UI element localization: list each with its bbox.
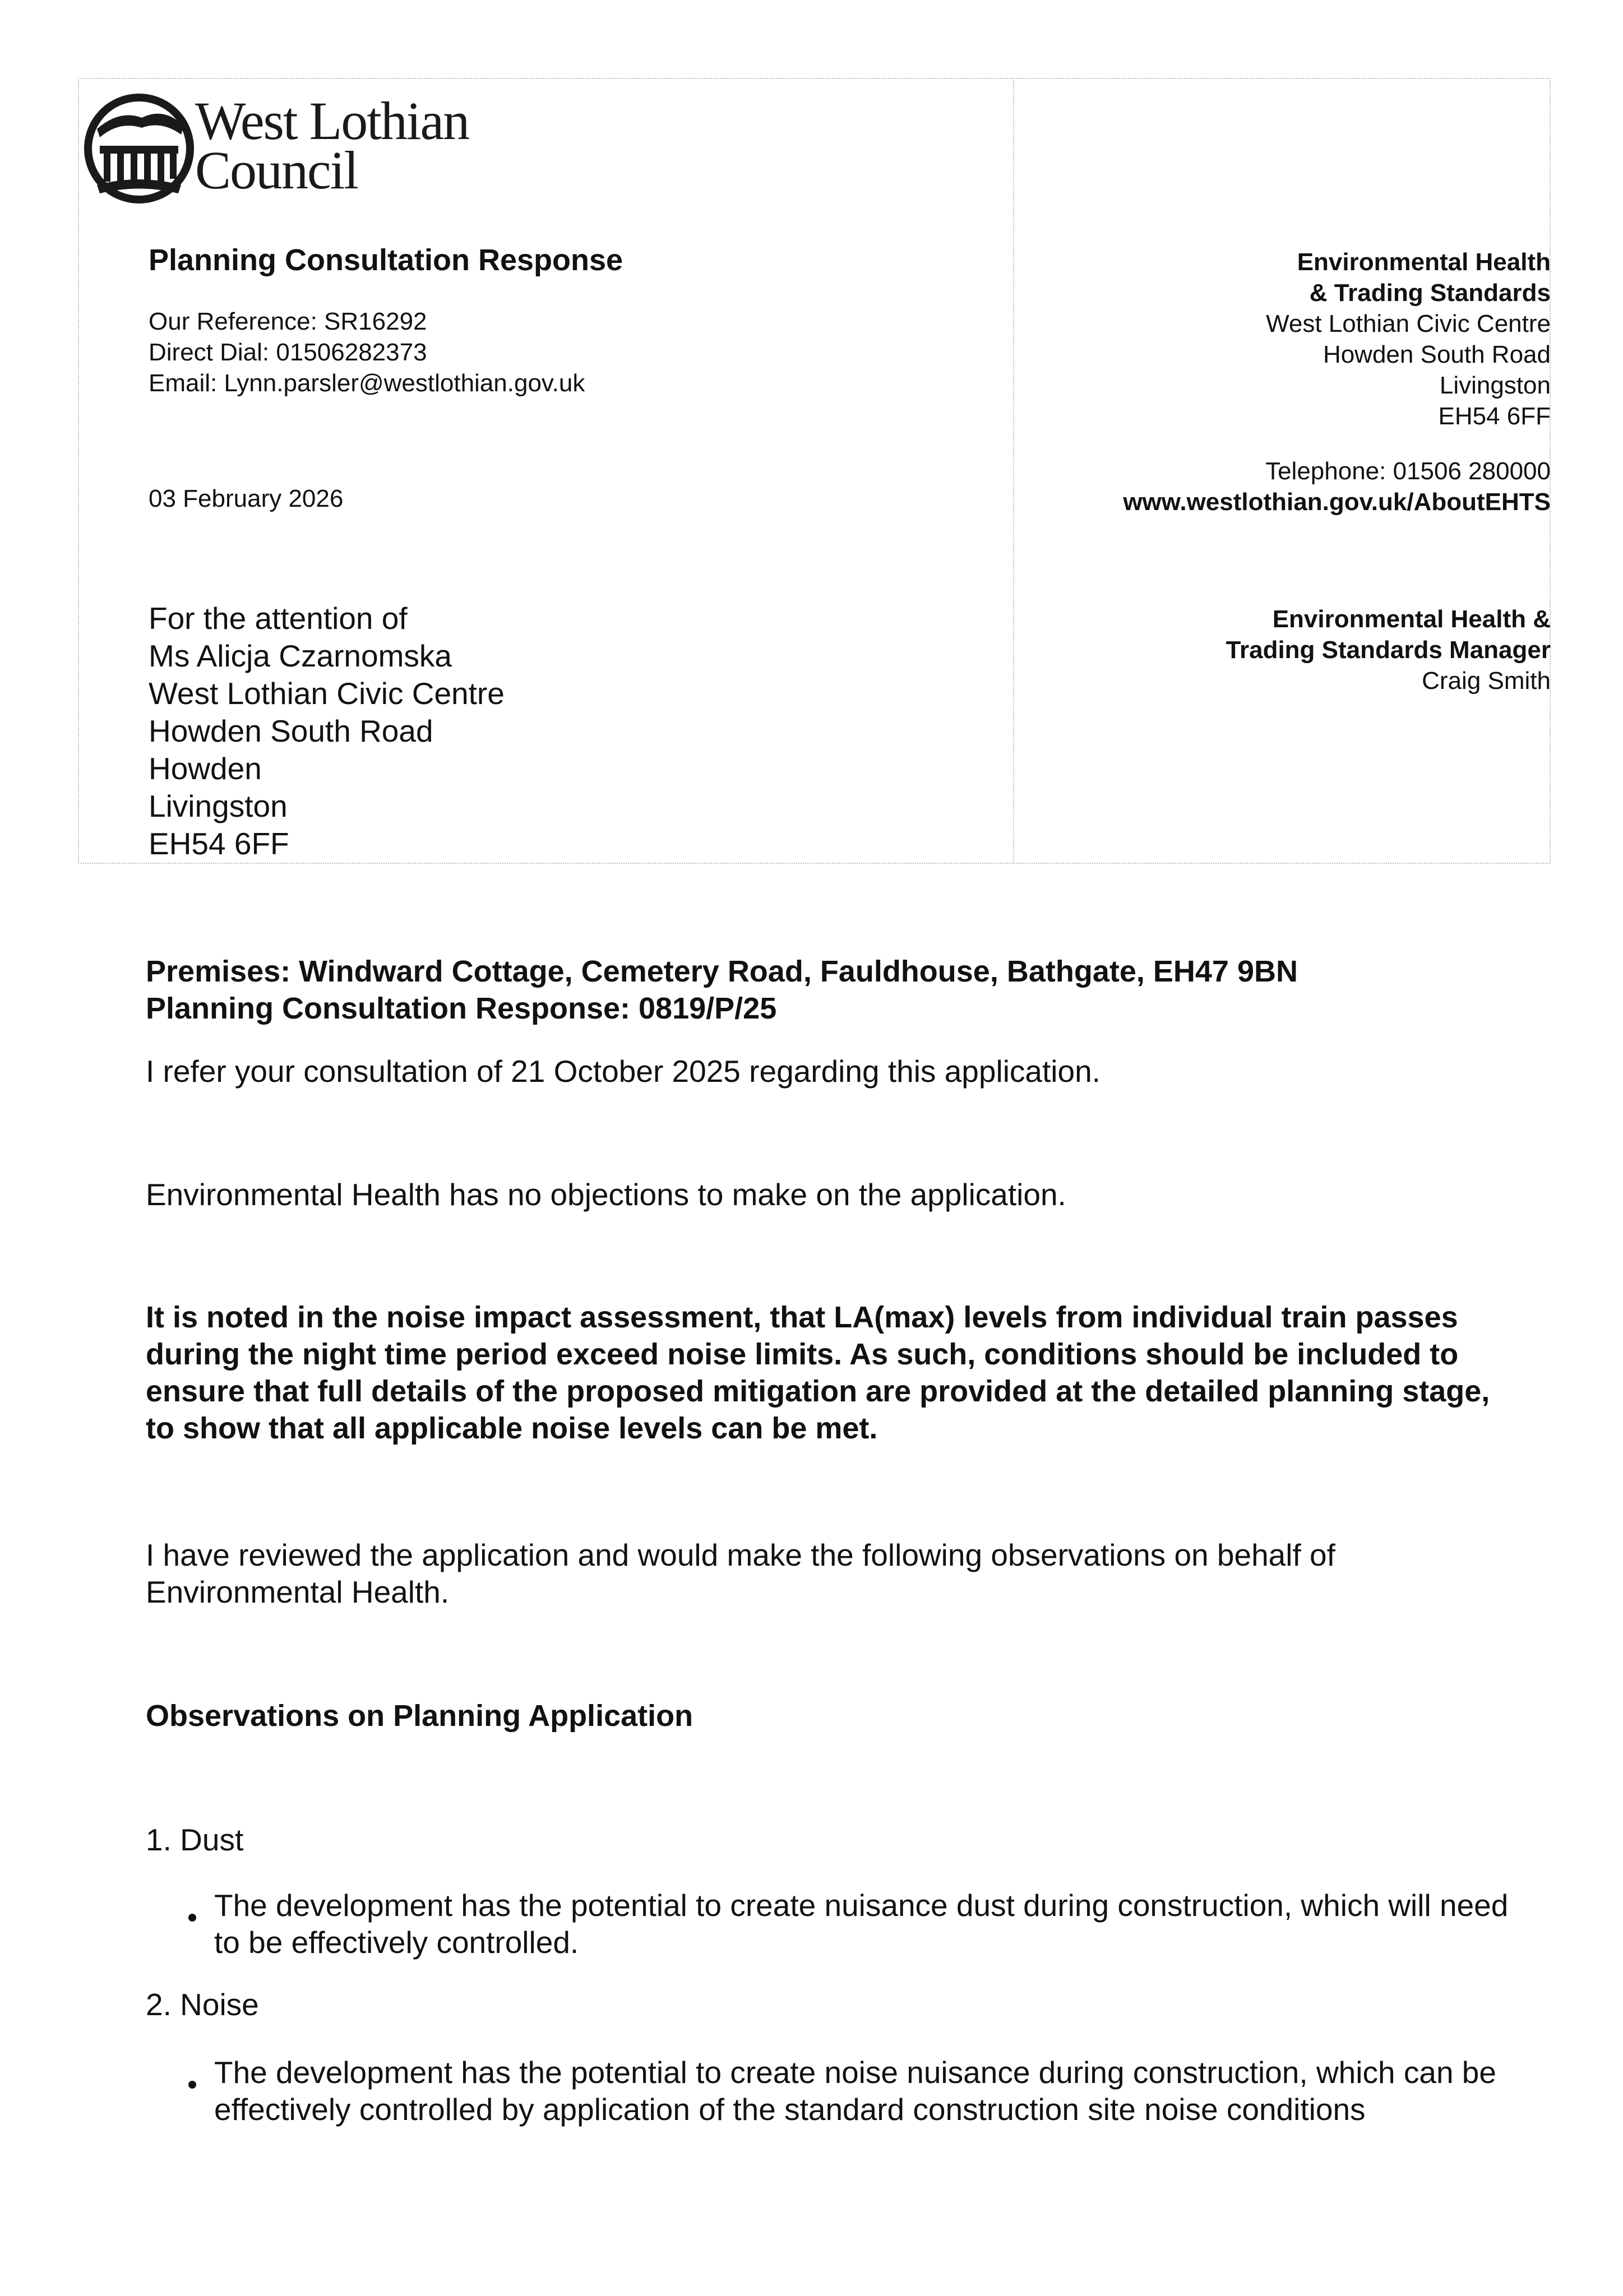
department-line-2: & Trading Standards (1309, 279, 1551, 307)
noise-note-paragraph (146, 1299, 1490, 1447)
list-item-line: The development has the potential to create noise nuisance during construction, which can be (214, 2055, 1496, 2090)
list-item-dust-text (214, 1887, 1508, 1961)
reviewed-line: I have reviewed the application and would make the following observations on behalf of (146, 1538, 1335, 1572)
bridge-emblem-icon (80, 90, 198, 207)
attention-line: EH54 6FF (149, 826, 289, 861)
department-block (1266, 247, 1551, 432)
manager-block (1226, 604, 1551, 696)
address-line: EH54 6FF (1438, 402, 1551, 430)
council-logo-text (195, 91, 469, 200)
contact-block (1123, 456, 1551, 517)
manager-title-line-1: Environmental Health & (1272, 605, 1551, 633)
address-line: West Lothian Civic Centre (1266, 310, 1551, 337)
our-reference: Our Reference: SR16292 (149, 308, 427, 335)
no-objection-paragraph: Environmental Health has no objections to make on the application. (146, 1177, 1066, 1212)
letter-date: 03 February 2026 (149, 485, 344, 512)
list-item-dust-label: 1. Dust (146, 1822, 244, 1857)
reviewed-paragraph (146, 1536, 1335, 1610)
premises-line: Premises: Windward Cottage, Cemetery Road, Fauldhouse, Bathgate, EH47 9BN (146, 955, 1298, 988)
email-address: Email: Lynn.parsler@westlothian.gov.uk (149, 369, 585, 397)
letterhead-divider (1013, 78, 1014, 864)
reviewed-line: Environmental Health. (146, 1575, 450, 1609)
council-logo (80, 90, 517, 213)
address-line: Howden South Road (1323, 341, 1551, 368)
website-link[interactable]: www.westlothian.gov.uk/AboutEHTS (1123, 488, 1551, 516)
address-line: Livingston (1439, 372, 1551, 399)
direct-dial: Direct Dial: 01506282373 (149, 339, 427, 366)
noise-note-line: ensure that full details of the proposed mitigation are provided at the detailed planning stage, (146, 1374, 1490, 1408)
bullet-icon (188, 1914, 196, 1922)
attention-line: West Lothian Civic Centre (149, 676, 505, 711)
department-line-1: Environmental Health (1297, 248, 1551, 276)
document-title: Planning Consultation Response (149, 243, 623, 277)
list-item-line: to be effectively controlled. (214, 1925, 579, 1960)
list-item-noise-text (214, 2054, 1496, 2128)
list-item-noise-label: 2. Noise (146, 1987, 259, 2022)
manager-name: Craig Smith (1422, 667, 1551, 695)
noise-note-line: It is noted in the noise impact assessment, that LA(max) levels from individual train passes (146, 1300, 1458, 1334)
list-item-line: The development has the potential to create nuisance dust during construction, which will need (214, 1888, 1509, 1923)
noise-note-line: during the night time period exceed noise limits. As such, conditions should be included to (146, 1337, 1459, 1371)
attention-line: Ms Alicja Czarnomska (149, 638, 452, 673)
manager-title-line-2: Trading Standards Manager (1226, 636, 1551, 664)
attention-line: For the attention of (149, 601, 408, 636)
observations-heading: Observations on Planning Application (146, 1699, 693, 1733)
telephone: Telephone: 01506 280000 (1265, 457, 1551, 485)
response-reference: Planning Consultation Response: 0819/P/25 (146, 992, 777, 1025)
attention-block (149, 600, 505, 863)
attention-line: Howden South Road (149, 714, 433, 748)
premises-heading (146, 953, 1298, 1027)
bullet-icon (188, 2081, 196, 2089)
noise-note-line: to show that all applicable noise levels can be met. (146, 1411, 878, 1445)
attention-line: Howden (149, 751, 262, 786)
attention-line: Livingston (149, 789, 288, 823)
logo-line-1: West Lothian (195, 91, 469, 151)
logo-line-2: Council (195, 140, 358, 200)
intro-paragraph: I refer your consultation of 21 October 2025 regarding this application. (146, 1054, 1101, 1089)
list-item-line: effectively controlled by application of the standard construction site noise conditions (214, 2092, 1366, 2127)
